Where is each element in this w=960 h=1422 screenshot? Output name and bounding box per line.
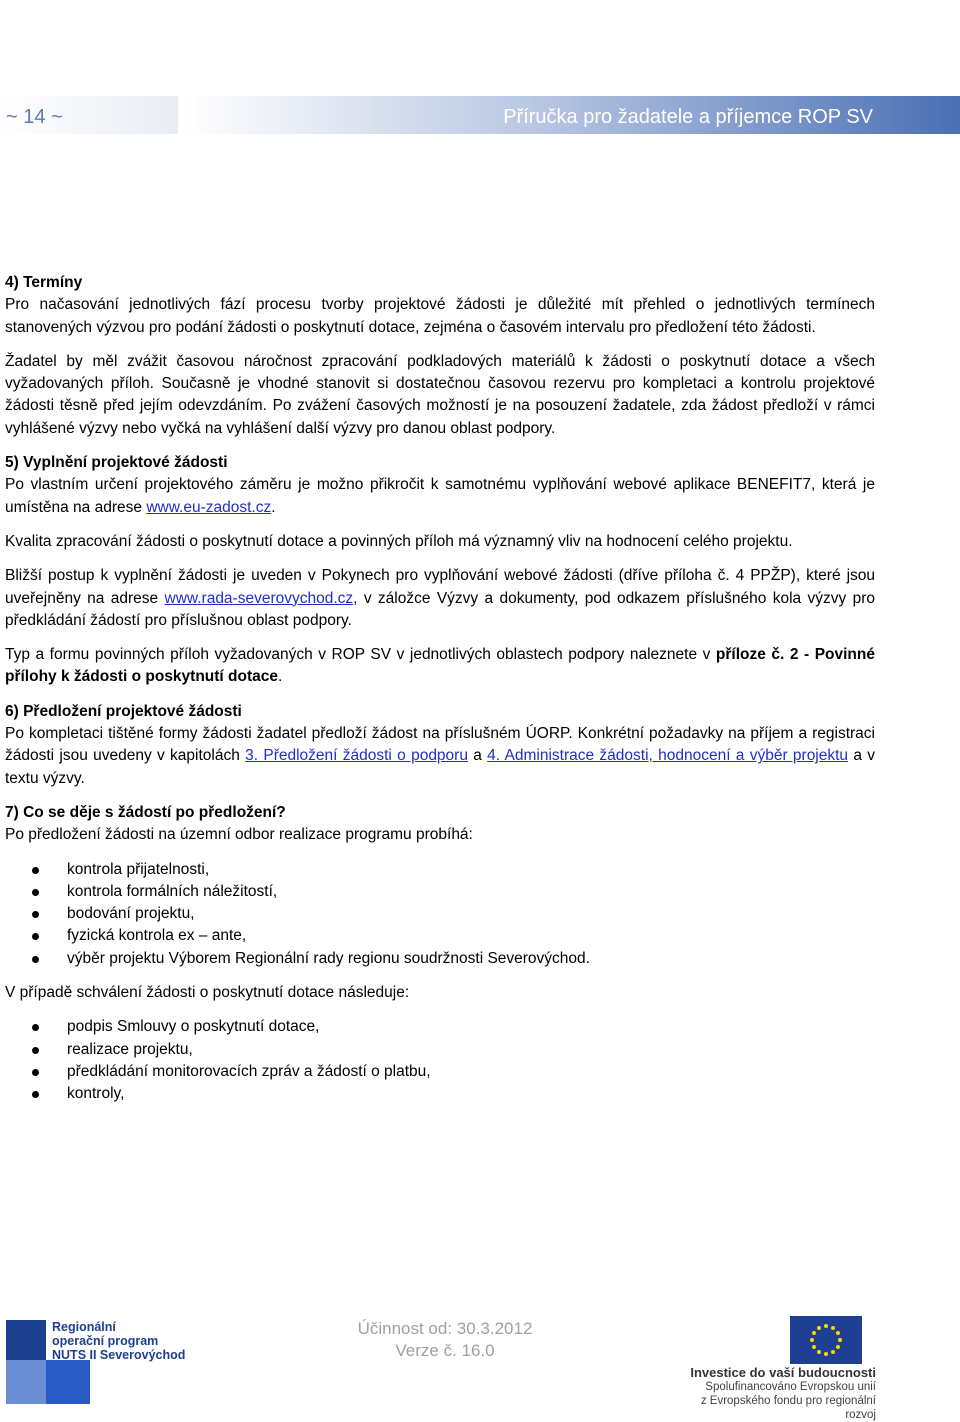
list-item: kontrola přijatelnosti, xyxy=(5,859,875,881)
chapter-3-link[interactable]: 3. Předložení žádosti o podporu xyxy=(245,747,468,765)
list-item: předkládání monitorovacích zpráv a žádostí o platbu, xyxy=(5,1061,875,1083)
section-5-heading: 5) Vyplnění projektové žádosti xyxy=(5,454,228,472)
list-item: výběr projektu Výborem Regionální rady regionu soudržnosti Severovýchod. xyxy=(5,948,875,970)
section-4-paragraph-1: Pro načasování jednotlivých fází procesu tvorby projektové žádosti je důležité mít přehled o jednotlivých termínech stanovených výzvou pro podání žádosti o poskytnutí dotace, zejména o časovém intervalu pro předložení této žádosti. xyxy=(5,296,875,336)
section-7-heading: 7) Co se děje s žádostí po předložení? xyxy=(5,803,286,821)
page-number: ~ 14 ~ xyxy=(6,106,63,128)
chapter-4-link[interactable]: 4. Administrace žádosti, hodnocení a výběr projektu xyxy=(487,747,849,765)
section-5-paragraph-4: Typ a formu povinných příloh vyžadovaných v ROP SV v jednotlivých oblastech podpory naleznete v příloze č. 2 - Povinné přílohy k žádosti o poskytnutí dotace. xyxy=(5,646,875,686)
section-4-heading: 4) Termíny xyxy=(5,274,83,291)
list-item: fyzická kontrola ex – ante, xyxy=(5,925,875,947)
section-7-intro: Po předložení žádosti na územní odbor realizace programu probíhá: xyxy=(5,826,473,844)
list-item: kontrola formálních náležitostí, xyxy=(5,881,875,903)
section-5-paragraph-1: Po vlastním určení projektového záměru je možno přikročit k samotnému vyplňování webové aplikace BENEFIT7, která je umístěna na adrese www.eu-zadost.cz. xyxy=(5,476,875,516)
section-6-paragraph-1: Po kompletaci tištěné formy žádosti žadatel předloží žádost na příslušném ÚORP. Konkrétní požadavky na příjem a registraci žádosti jsou uvedeny v kapitolách 3. Předložení žádosti o podporu a 4. Administrace žádosti, hodnocení a výběr projektu a v textu výzvy. xyxy=(5,725,876,787)
eu-flag-icon xyxy=(790,1316,862,1364)
list-item: bodování projektu, xyxy=(5,903,875,925)
section-5-paragraph-2: Kvalita zpracování žádosti o poskytnutí dotace a povinných příloh má významný vliv na hodnocení celého projektu. xyxy=(5,532,793,550)
footer-right: Investice do vaší budoucnosti Spolufinancováno Evropskou unií z Evropského fondu pro regionální rozvoj xyxy=(690,1365,876,1421)
approval-list xyxy=(5,1016,875,1105)
eu-zadost-link[interactable]: www.eu-zadost.cz xyxy=(146,498,272,516)
list-item: podpis Smlouvy o poskytnutí dotace, xyxy=(5,1016,875,1038)
section-5-paragraph-3: Bližší postup k vyplnění žádosti je uveden v Pokynech pro vyplňování webové žádosti (dříve příloha č. 4 PPŽP), které jsou uveřejněny na adrese www.rada-severovychod.cz, v záložce Výzvy a dokumenty, pod odkazem příslušného kola výzvy pro předkládání žádostí pro příslušnou oblast podpory. xyxy=(5,567,875,629)
section-4-paragraph-2: Žadatel by měl zvážit časovou náročnost zpracování podkladových materiálů k žádosti o poskytnutí dotace a všech vyžadovaných příloh. Současně je vhodné stanovit si dostatečnou časovou rezervu pro kompletaci a kontrolu projektové žádosti těsně před jejím odevzdáním. Po zvážení časových možností je na posouzení žadatele, zda žádost předloží v rámci vyhlášené výzvy nebo vyčká na vyhlášení další výzvy pro danou oblast podpory. xyxy=(5,352,875,437)
process-list xyxy=(5,859,875,970)
header-title: Příručka pro žadatele a příjemce ROP SV xyxy=(503,106,873,128)
section-6-heading: 6) Předložení projektové žádosti xyxy=(5,702,242,720)
list-item: realizace projektu, xyxy=(5,1039,875,1061)
document-body xyxy=(5,272,875,1106)
rada-severovychod-link[interactable]: www.rada-severovychod.cz xyxy=(164,589,354,607)
list-item: kontroly, xyxy=(5,1083,875,1105)
section-7-intro-2: V případě schválení žádosti o poskytnutí dotace následuje: xyxy=(5,984,410,1002)
effective-date: Účinnost od: 30.3.2012 xyxy=(357,1319,533,1338)
version: Verze č. 16.0 xyxy=(395,1341,495,1360)
footer-center xyxy=(330,1318,560,1362)
